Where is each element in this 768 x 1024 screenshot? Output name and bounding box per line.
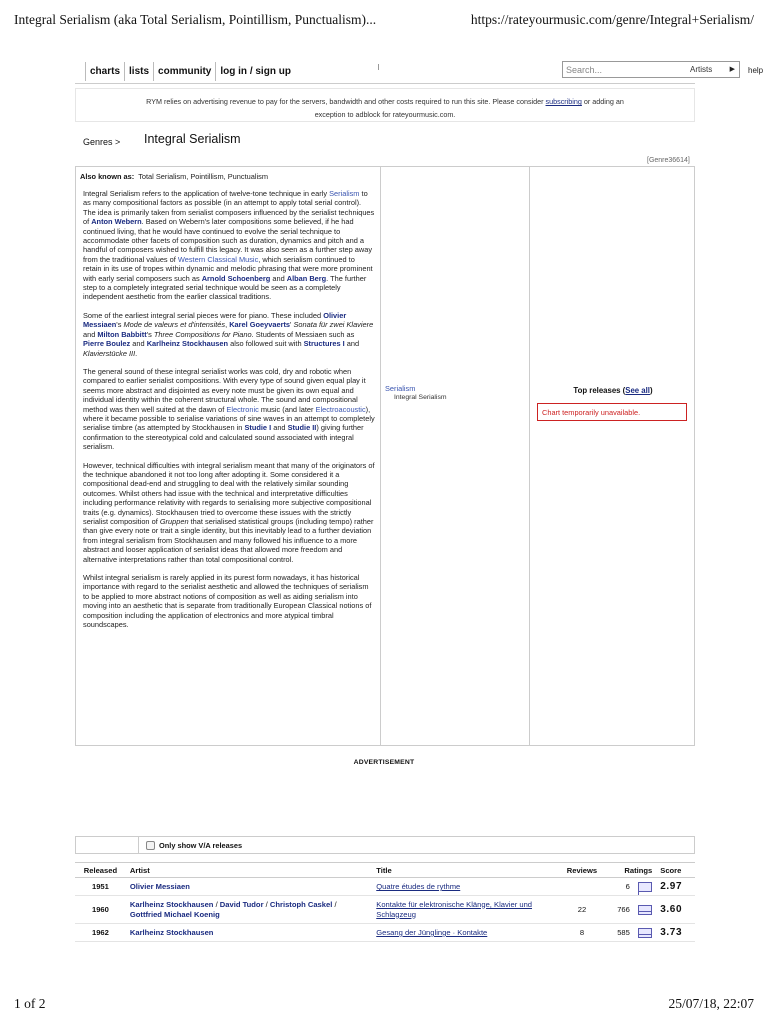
va-releases-checkbox[interactable] [146,841,155,850]
release-ratings: 6 [603,878,634,896]
notice-text-after: or adding an [581,97,624,106]
link-alban-berg[interactable]: Alban Berg [286,273,327,283]
nav-login-signup[interactable]: log in / sign up [215,62,295,81]
chart-unavailable-message: Chart temporarily unavailable. [537,403,687,421]
table-row [75,896,695,924]
release-title [372,924,560,942]
work-title: Gruppen [159,517,189,526]
print-header [14,12,754,32]
page-title: Integral Serialism [144,132,241,146]
desc-text: . [135,348,138,358]
notice-text-before: RYM relies on advertising revenue to pay for the servers, bandwidth and other costs required to run this site. Please consider [146,97,546,106]
release-title [372,878,560,896]
genre-hierarchy [385,384,447,402]
print-page-number: 1 of 2 [14,996,46,1011]
desc-text: ) giving further confirmation to the stereotypical cold and calculated sound associated with integral serialism. [83,423,364,452]
search-placeholder: Search... [566,65,603,75]
link-studie-i[interactable]: Studie I [244,423,272,433]
desc-paragraph-4 [83,461,375,564]
print-page-url: https://rateyourmusic.com/genre/Integral+Serialism/ [470,12,754,27]
speech-bubble-icon[interactable] [634,878,656,896]
col-ratings[interactable]: Ratings [603,863,656,878]
desc-text: , [225,320,230,330]
release-score: 3.73 [656,924,695,942]
subscribing-link[interactable]: subscribing [545,97,582,106]
desc-text: . Students of Messiaen such as [251,329,355,339]
desc-text: music (and later [258,404,316,414]
release-artists: Karlheinz Stockhausen / David Tudor / Christoph Caskel / Gottfried Michael Koenig [126,896,372,924]
rating-box-icon[interactable] [634,924,656,942]
release-artists [126,924,372,942]
advertisement-label: ADVERTISEMENT [353,759,415,766]
aka-label: Also known as: [80,172,135,181]
link-olivier-messiaen[interactable]: Olivier Messiaen [83,310,347,330]
desc-text: , which serialism continued to retain in its use of tropes within dynamic and melodic phrasing that were more prominent with early serial composers such as [83,254,373,283]
link-electroacoustic[interactable]: Electroacoustic [315,404,366,414]
desc-paragraph-3 [83,367,375,452]
release-title [372,896,560,924]
description-column [76,167,381,745]
desc-text: that serialised statistical groups (including tempo) rather than give every note or trait a single identity, but this inevitably lead to a further deviation from integral serialism from Stockhausen and many followed his influence to a more abstract and looser application of serialist ideas that allowed more freedom and alternative interpretations rather than total compositional control. [83,517,374,564]
desc-text: and [271,423,288,433]
release-year: 1962 [75,924,126,942]
release-score: 3.60 [656,896,695,924]
link-karel-goeyvaerts[interactable]: Karel Goeyvaerts [229,320,291,330]
notice-line2: exception to adblock for rateyourmusic.com. [314,110,456,119]
print-datetime: 25/07/18, 22:07 [668,996,754,1011]
link-structures-i[interactable]: Structures I [303,339,345,349]
table-row [75,924,695,942]
desc-text: and [130,339,147,349]
desc-text: ), where it became possible to serialise variations of sine waves in an attempt to completely serialise timbre (as attempted by Stockhausen in [83,404,375,433]
col-score[interactable]: Score [656,863,695,878]
release-year: 1960 [75,896,126,924]
desc-paragraph-5: Whilst integral serialism is rarely applied in its purest form nowadays, it has historical importance with regard to the serialist aesthetic and allowed the techniques of serialism to be applied to more abstract notions of composition as well as aiding serialism into moving into an aesthetic that is separate from traditionally European Classical notions of composition including the application of electronics and more atypical timbral soundscapes. [83,573,372,630]
desc-text: 's [116,320,124,330]
link-electronic[interactable]: Electronic [226,404,259,414]
release-title-link[interactable]: Quatre études de rythme [376,882,461,891]
col-reviews[interactable]: Reviews [561,863,604,878]
artist-link[interactable]: David Tudor [219,899,264,909]
also-known-as [80,172,268,181]
desc-text: The general sound of these integral serialist works was cold, dry and robotic when compared to earlier serialist compositions. With every type of sound given equal play it seems more abstract and disjointed as every note must be given its own equal and individual identity within the coherent structural whole. The sound and compositional method was then well suited at the dawn of [83,366,366,414]
rating-box-icon[interactable] [634,896,656,924]
search-scope-select[interactable]: Artists [690,65,713,74]
top-navbar [75,60,764,84]
release-ratings: 766 [603,896,634,924]
desc-paragraph-2 [83,311,375,358]
work-title: Sonata für zwei Klaviere [293,320,374,330]
col-artist[interactable]: Artist [126,863,372,878]
table-row [75,878,695,896]
parent-genre-link[interactable]: Serialism [385,384,416,393]
col-title[interactable]: Title [372,863,560,878]
link-anton-webern[interactable]: Anton Webern [91,217,142,227]
va-releases-label[interactable]: Only show V/A releases [159,841,243,850]
desc-text: Some of the earliest integral serial pieces were for piano. These included [83,310,324,320]
work-title: Three Compositions for Piano [153,329,252,339]
filter-spacer [76,837,139,853]
artist-link[interactable]: Olivier Messiaen [129,882,190,891]
desc-text: 's [146,329,154,339]
top-releases-heading [538,386,688,395]
release-reviews: 8 [561,924,604,942]
table-header-row [75,863,695,878]
release-year: 1951 [75,878,126,896]
work-title: Mode de valeurs et d'intensités [123,320,226,330]
desc-text: also followed suit with [228,339,304,349]
genre-info-panel [75,166,695,746]
desc-text: and [83,329,98,339]
desc-text: and [344,339,360,349]
top-releases-label: Top releases ( [573,386,626,395]
nav-links [85,62,295,81]
link-karlheinz-stockhausen[interactable]: Karlheinz Stockhausen [146,339,229,349]
desc-paragraph-1 [83,189,375,302]
link-pierre-boulez[interactable]: Pierre Boulez [83,339,131,349]
artist-link[interactable]: Karlheinz Stockhausen [129,899,214,909]
desc-text: . Based on Webern's later compositions some believed, if he had continued living, that he would have continued to evolve the serial technique to accommodate other facets of composition such as duration, dynamics and pitch and a handful of composers wished to fulfill this legacy. It was also seen as a further step away from the traditional values of [83,217,373,264]
release-title-link[interactable]: Gesang der Jünglinge · Kontakte [376,928,488,937]
see-all-link[interactable]: See all [625,386,650,395]
top-releases-close: ) [649,386,653,395]
print-footer [14,996,754,1014]
link-studie-ii[interactable]: Studie II [287,423,317,433]
desc-text: to as many compositional factors as possible (in an attempt to apply total serial control). The idea is primarily taken from serialist composers influenced by the serialist techniques of [83,189,375,227]
desc-text: However, technical difficulties with integral serialism meant that many of the originators of the technique abandoned it not too long after adopting it. Some considered it a compositional dead-end and struggling to deal with the relatively similar sounding outcomes. Whilst others had issue with the technical and interpretative difficulties including performance relativity with regards to serialising more subjective compositional traits (e.g. dynamics). Stockhausen tried to overcome these issues with the strictly serialist composition of [83,460,375,526]
breadcrumb-genres-link[interactable]: Genres > [83,137,121,147]
link-milton-babbitt[interactable]: Milton Babbitt [97,329,147,339]
genre-hierarchy-column [381,167,530,745]
link-western-classical-music[interactable]: Western Classical Music [177,254,259,264]
search-input[interactable] [562,61,740,78]
filter-bar [75,836,695,854]
desc-text: ' [290,320,294,330]
nav-community[interactable]: community [153,62,215,81]
release-artists [126,878,372,896]
releases-table [75,862,695,942]
work-title: Klavierstücke III [83,348,136,358]
search-submit-arrow-icon[interactable]: ▶ [729,66,735,73]
nav-charts[interactable]: charts [85,62,124,81]
release-score: 2.97 [656,878,695,896]
aka-value: Total Serialism, Pointillism, Punctualism [138,172,268,181]
release-title-link[interactable]: Kontakte für elektronische Klänge, Klavier und Schlagzeug [376,899,533,919]
genre-id: [Genre36614] [647,157,690,164]
artist-link[interactable]: Karlheinz Stockhausen [129,928,214,937]
col-released[interactable]: Released [75,863,126,878]
top-releases-column [530,167,694,745]
release-reviews [561,878,604,896]
genre-description [83,189,375,638]
help-link[interactable]: help [748,66,764,75]
link-serialism[interactable]: Serialism [329,189,360,198]
artist-link[interactable]: Christoph Caskel [269,899,333,909]
adblock-notice [75,88,695,122]
artist-link[interactable]: Gottfried Michael Koenig [129,909,220,919]
release-reviews: 22 [561,896,604,924]
desc-text: and [270,273,287,283]
link-arnold-schoenberg[interactable]: Arnold Schoenberg [201,273,271,283]
desc-text: Integral Serialism refers to the application of twelve-tone technique in early [83,189,330,198]
current-genre: Integral Serialism [394,394,447,401]
release-ratings: 585 [603,924,634,942]
print-page-title: Integral Serialism (aka Total Serialism, Pointillism, Punctualism)... [14,12,377,27]
nav-lists[interactable]: lists [124,62,153,81]
desc-text: . The further step to a completely integrated serial technique would be seen as a completely independent aesthetic from the earlier classical traditions. [83,273,367,302]
nav-divider [378,64,379,70]
